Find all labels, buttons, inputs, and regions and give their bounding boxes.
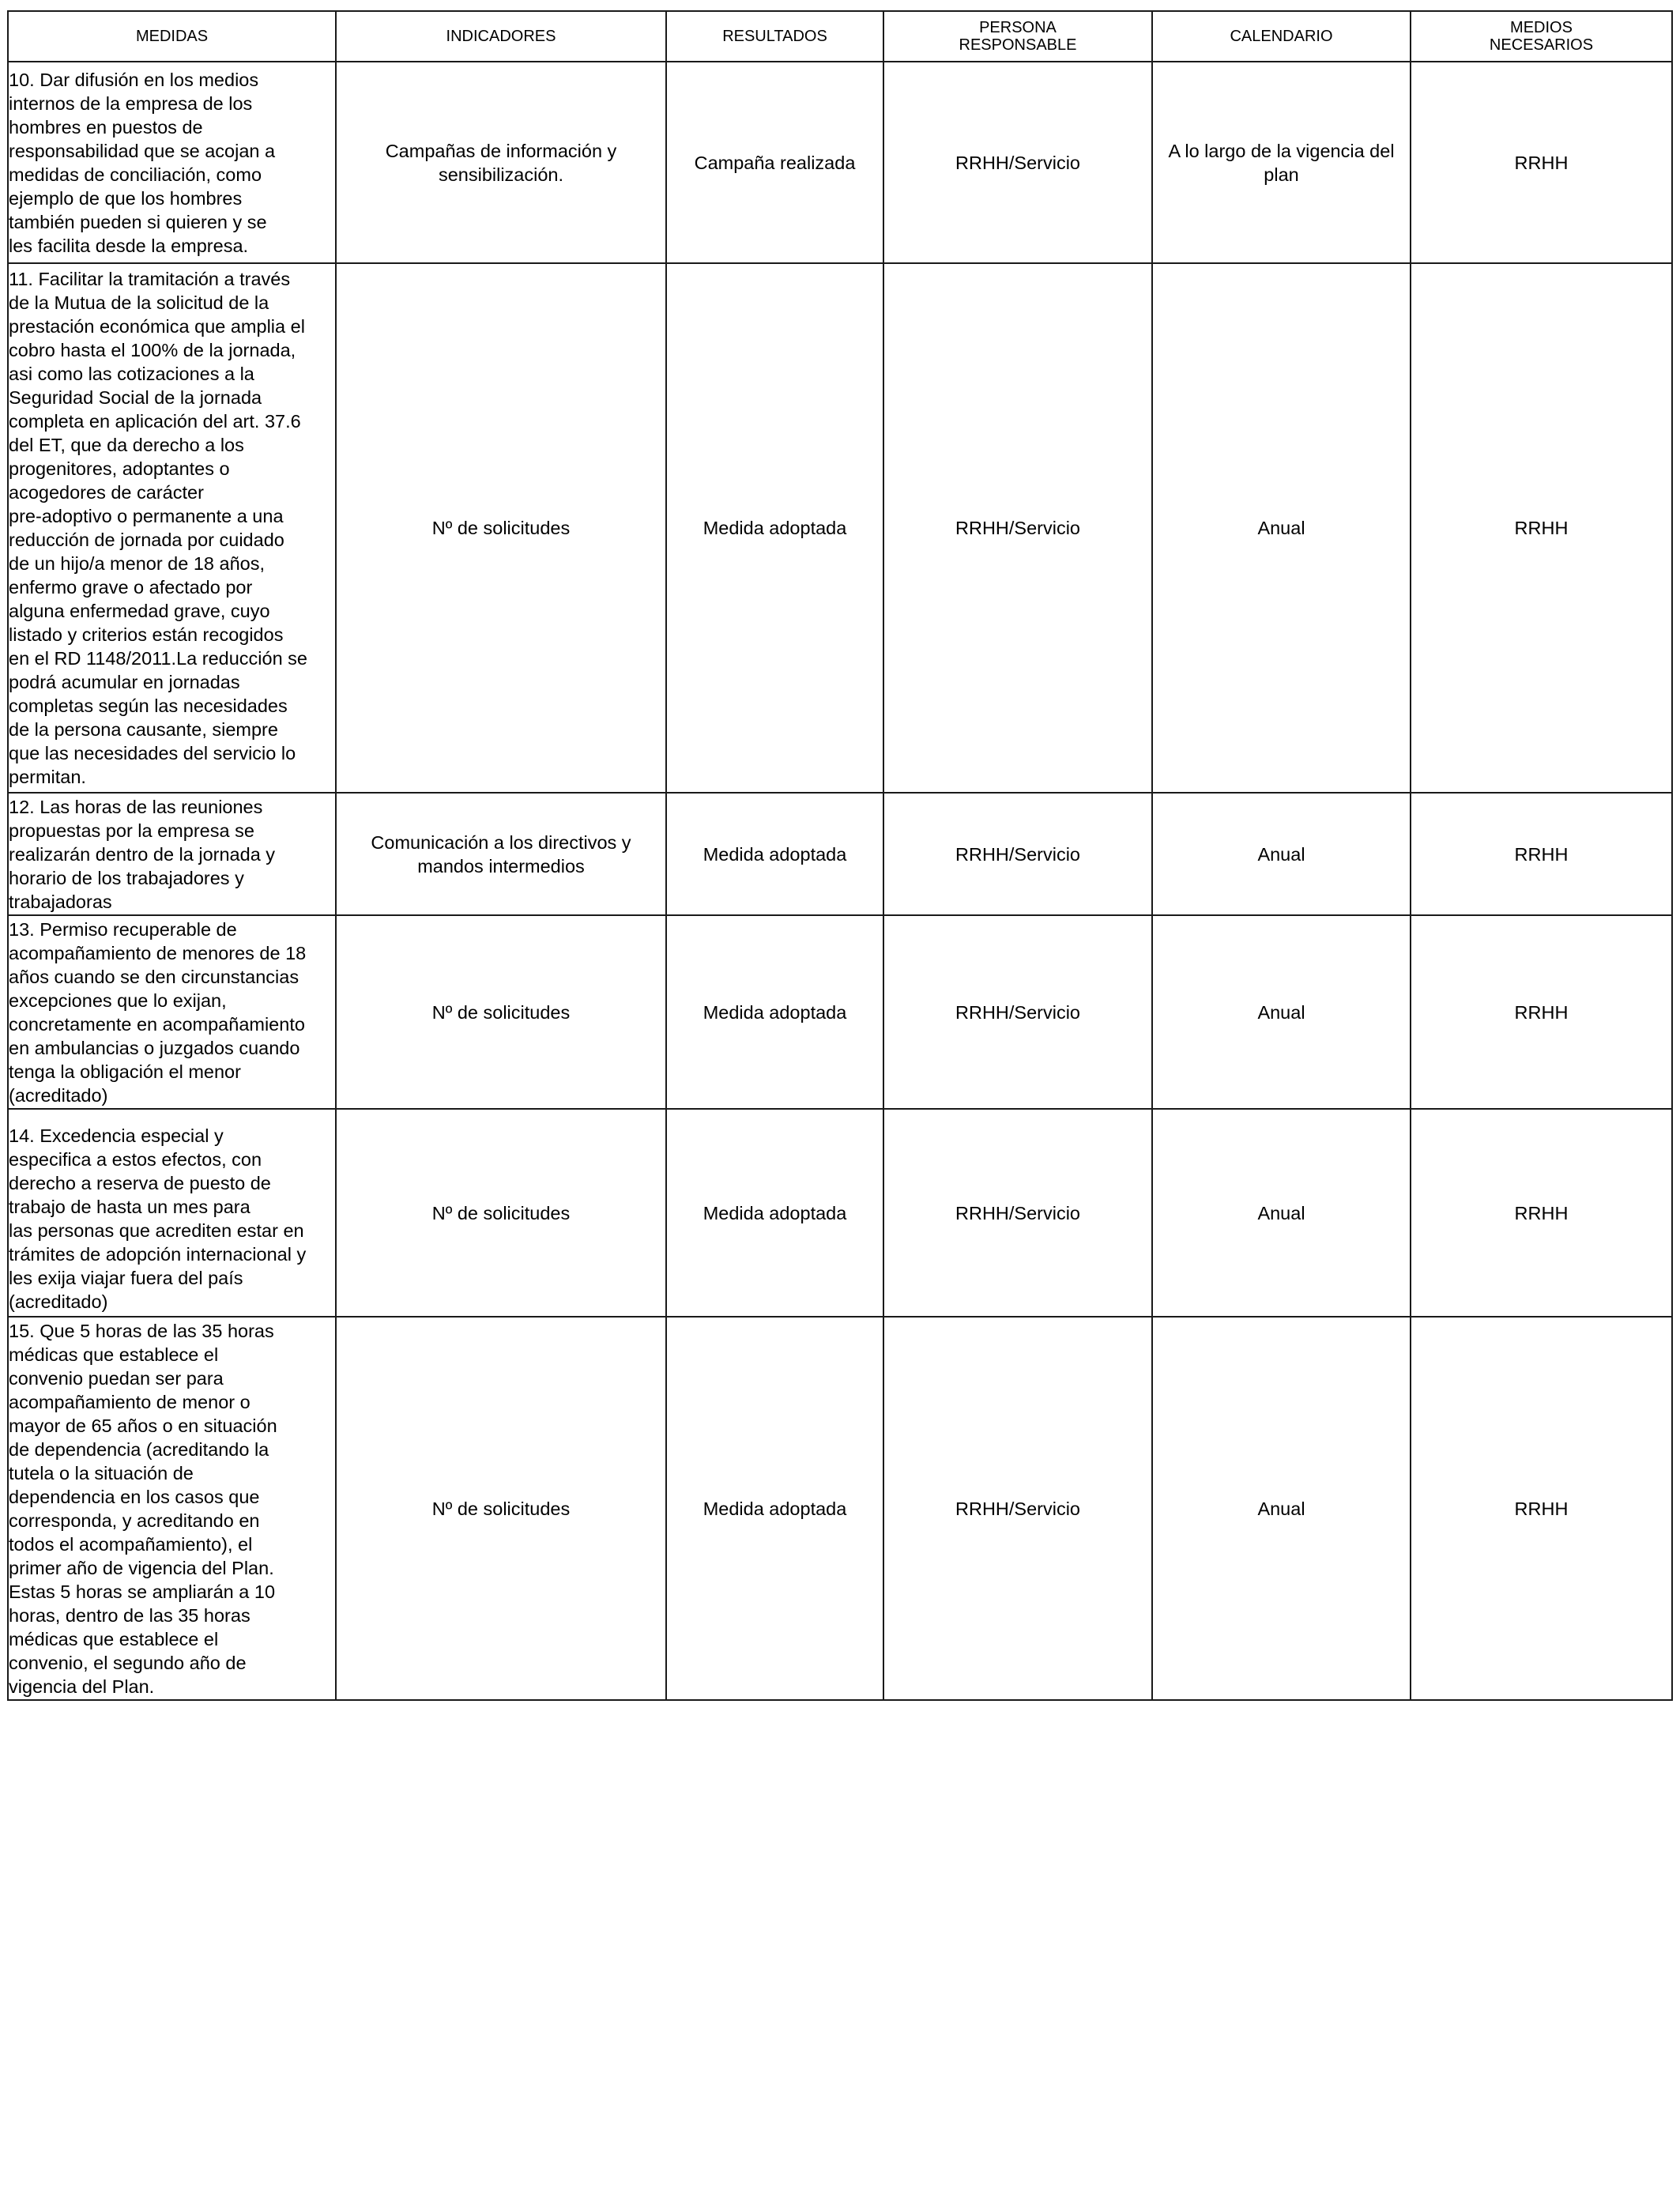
responsable-cell — [883, 793, 1152, 915]
header-persona-responsable: PERSONA RESPONSABLE — [883, 11, 1152, 62]
calendario-cell — [1152, 1109, 1411, 1317]
indicador-text: Campañas de información y sensibilización. — [385, 140, 617, 185]
resultado-text: Medida adoptada — [703, 1001, 847, 1023]
header-calendario: CALENDARIO — [1152, 11, 1411, 62]
header-medidas: MEDIDAS — [8, 11, 336, 62]
responsable-text: RRHH/Servicio — [955, 843, 1080, 865]
medios-text: RRHH — [1514, 843, 1569, 865]
medios-text: RRHH — [1514, 1498, 1569, 1519]
resultado-cell — [666, 263, 883, 793]
responsable-cell — [883, 263, 1152, 793]
medios-text: RRHH — [1514, 518, 1569, 538]
indicador-text: Nº de solicitudes — [431, 518, 571, 538]
medida-cell — [8, 915, 336, 1109]
indicador-cell — [336, 263, 666, 793]
calendario-cell — [1152, 793, 1411, 915]
indicador-text: Nº de solicitudes — [431, 1202, 571, 1223]
indicador-text: Nº de solicitudes — [431, 1498, 571, 1519]
responsable-cell — [883, 1317, 1152, 1700]
resultado-text: Medida adoptada — [703, 1498, 847, 1519]
responsable-text: RRHH/Servicio — [955, 152, 1080, 173]
responsable-cell — [883, 915, 1152, 1109]
medida-text: 13. Permiso recuperable de acompañamiento de menores de 18 años cuando se den circunstancias excepciones que lo exijan, concretamente en acompañamiento en ambulancias o juzgados cuando tenga la obligación el menor (acreditado) — [9, 918, 307, 1106]
resultado-cell — [666, 915, 883, 1109]
resultado-text: Medida adoptada — [703, 518, 847, 538]
responsable-text: RRHH/Servicio — [955, 518, 1080, 538]
resultado-cell — [666, 1317, 883, 1700]
calendario-text: Anual — [1257, 1202, 1305, 1223]
resultado-cell — [666, 793, 883, 915]
medida-cell — [8, 263, 336, 793]
medida-cell — [8, 793, 336, 915]
medios-text: RRHH — [1514, 152, 1569, 173]
calendario-cell — [1152, 915, 1411, 1109]
header-medios-necesarios: MEDIOS NECESARIOS — [1411, 11, 1672, 62]
indicador-cell — [336, 915, 666, 1109]
calendario-text: Anual — [1257, 1001, 1305, 1023]
resultado-text: Medida adoptada — [703, 1202, 847, 1223]
calendario-cell — [1152, 1317, 1411, 1700]
medida-text: 15. Que 5 horas de las 35 horas médicas que establece el convenio puedan ser para acompañamiento de menor o mayor de 65 años o en situación de dependencia (acreditando la tutela o la situación de dependencia en los casos que corresponda, y acreditando en todos el acompañamiento), el primer año de vigencia del Plan. Estas 5 horas se ampliarán a 10 horas, dentro de las 35 horas médicas que establece el convenio, el segundo año de vigencia del Plan. — [9, 1320, 277, 1697]
medida-text: 10. Dar difusión en los medios internos de la empresa de los hombres en puestos de responsabilidad que se acojan a medidas de conciliación, como ejemplo de que los hombres también pueden si quieren y se les facilita desde la empresa. — [9, 69, 276, 256]
table-row — [8, 62, 1672, 263]
indicador-text: Nº de solicitudes — [431, 1001, 571, 1023]
medios-cell — [1411, 62, 1672, 263]
medios-cell — [1411, 263, 1672, 793]
calendario-text: Anual — [1257, 843, 1305, 865]
medios-cell — [1411, 915, 1672, 1109]
medida-text: 12. Las horas de las reuniones propuestas por la empresa se realizarán dentro de la jornada y horario de los trabajadores y trabajadoras — [9, 796, 276, 912]
header-row — [8, 11, 1672, 62]
indicador-cell — [336, 1317, 666, 1700]
responsable-cell — [883, 1109, 1152, 1317]
medios-cell — [1411, 1109, 1672, 1317]
table-row — [8, 1109, 1672, 1317]
medios-cell — [1411, 1317, 1672, 1700]
indicador-text: Comunicación a los directivos y mandos intermedios — [371, 831, 631, 876]
responsable-text: RRHH/Servicio — [955, 1202, 1080, 1223]
calendario-cell — [1152, 62, 1411, 263]
calendario-text: Anual — [1257, 518, 1305, 538]
table-row — [8, 1317, 1672, 1700]
responsable-cell — [883, 62, 1152, 263]
resultado-cell — [666, 62, 883, 263]
table-row — [8, 263, 1672, 793]
medida-text: 11. Facilitar la tramitación a través de la Mutua de la solicitud de la prestación económica que amplia el cobro hasta el 100% de la jornada, asi como las cotizaciones a la Seguridad Social de la jornada completa en aplicación del art. 37.6 del ET, que da derecho a los progenitores, adoptantes o acogedores de carácter pre-adoptivo o permanente a una reducción de jornada por cuidado de un hijo/a menor de 18 años, enfermo grave o afectado por alguna enfermedad grave, cuyo listado y criterios están recogidos en el RD 1148/2011.La reducción se podrá acumular en jornadas completas según las necesidades de la persona causante, siempre que las necesidades del servicio lo permitan. — [9, 269, 307, 787]
table-row — [8, 915, 1672, 1109]
resultado-cell — [666, 1109, 883, 1317]
medios-text: RRHH — [1514, 1001, 1569, 1023]
indicador-cell — [336, 62, 666, 263]
measures-table — [7, 10, 1673, 1701]
medios-cell — [1411, 793, 1672, 915]
calendario-text: A lo largo de la vigencia del plan — [1168, 140, 1395, 185]
indicador-cell — [336, 1109, 666, 1317]
medida-cell — [8, 1109, 336, 1317]
header-resultados: RESULTADOS — [666, 11, 883, 62]
medida-text: 14. Excedencia especial y especifica a estos efectos, con derecho a reserva de puesto de trabajo de hasta un mes para las personas que acrediten estar en trámites de adopción internacional y les exija viajar fuera del país (acreditado) — [9, 1125, 307, 1312]
medida-cell — [8, 62, 336, 263]
indicador-cell — [336, 793, 666, 915]
medios-text: RRHH — [1514, 1202, 1569, 1223]
header-indicadores: INDICADORES — [336, 11, 666, 62]
medida-cell — [8, 1317, 336, 1700]
responsable-text: RRHH/Servicio — [955, 1001, 1080, 1023]
responsable-text: RRHH/Servicio — [955, 1498, 1080, 1519]
calendario-text: Anual — [1257, 1498, 1305, 1519]
resultado-text: Campaña realizada — [694, 152, 856, 173]
table-row — [8, 793, 1672, 915]
calendario-cell — [1152, 263, 1411, 793]
resultado-text: Medida adoptada — [703, 843, 847, 865]
